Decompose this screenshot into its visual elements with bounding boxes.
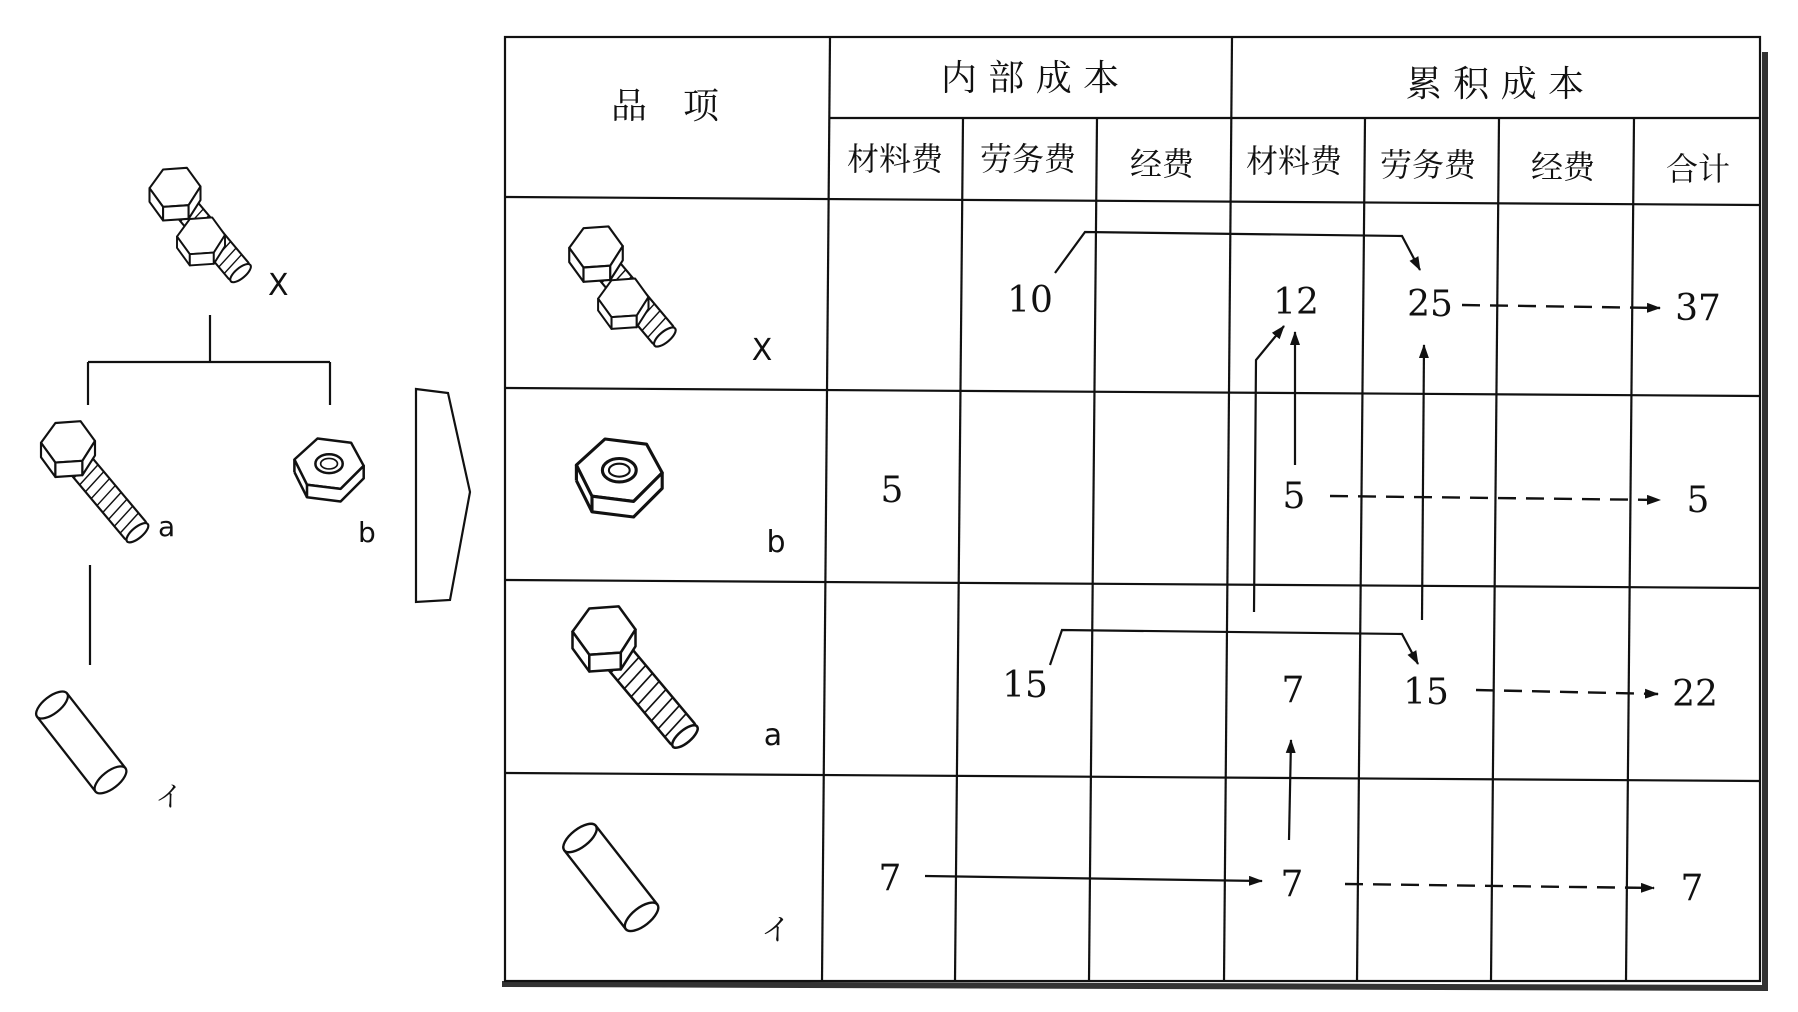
subheader-accum-expense: 经费 bbox=[1530, 148, 1596, 186]
subheader-internal-material: 材料费 bbox=[846, 140, 944, 178]
subheader-accum-material: 材料费 bbox=[1245, 142, 1343, 180]
x-internal-labor: 10 bbox=[1007, 280, 1053, 321]
table-row-i-icon bbox=[559, 819, 663, 937]
subheader-total: 合计 bbox=[1665, 150, 1731, 188]
x-accum-material: 12 bbox=[1273, 282, 1319, 323]
table-row-b-icon bbox=[576, 439, 662, 517]
a-accum-material: 7 bbox=[1281, 670, 1305, 711]
i-accum-material: 7 bbox=[1280, 864, 1304, 905]
tree-bottom-label: イ bbox=[155, 780, 184, 813]
subheader-internal-expense: 经费 bbox=[1129, 145, 1195, 183]
tree-right-label: b bbox=[358, 516, 376, 549]
i-internal-material: 7 bbox=[878, 858, 902, 899]
subheader-accum-labor: 劳务费 bbox=[1379, 146, 1477, 184]
assembly-tree bbox=[32, 168, 376, 813]
i-total: 7 bbox=[1680, 868, 1704, 909]
tree-root-label: X bbox=[268, 268, 289, 303]
b-accum-material: 5 bbox=[1282, 476, 1306, 517]
accumulated-cost-header: 累 积 成 本 bbox=[1405, 64, 1585, 105]
row-label-x: X bbox=[751, 333, 773, 368]
flow-arrows bbox=[925, 232, 1660, 888]
row-label-a: a bbox=[763, 718, 783, 753]
pointer-arrow-shape bbox=[416, 389, 470, 602]
row-label-b: b bbox=[766, 525, 786, 560]
table-row-x-icon bbox=[569, 226, 678, 349]
b-total: 5 bbox=[1686, 480, 1710, 521]
a-internal-labor: 15 bbox=[1002, 665, 1048, 706]
cylinder-rod-icon bbox=[32, 687, 131, 799]
item-header: 品 项 bbox=[610, 86, 720, 127]
x-total: 37 bbox=[1675, 288, 1721, 329]
cost-table bbox=[502, 37, 1765, 988]
tree-left-label: a bbox=[158, 510, 176, 543]
a-total: 22 bbox=[1672, 674, 1718, 715]
internal-cost-header: 内 部 成 本 bbox=[940, 58, 1120, 99]
tree-connector-lines bbox=[88, 315, 330, 665]
x-accum-labor: 25 bbox=[1407, 284, 1453, 325]
subheader-internal-labor: 劳务费 bbox=[979, 140, 1077, 178]
a-accum-labor: 15 bbox=[1403, 672, 1449, 713]
hex-nut-icon bbox=[294, 439, 363, 502]
hex-bolt-icon bbox=[41, 421, 151, 545]
table-row-a-icon bbox=[573, 606, 702, 751]
bolt-with-nut-icon bbox=[150, 168, 254, 285]
row-label-i: イ bbox=[761, 913, 791, 948]
b-internal-material: 5 bbox=[880, 470, 904, 511]
